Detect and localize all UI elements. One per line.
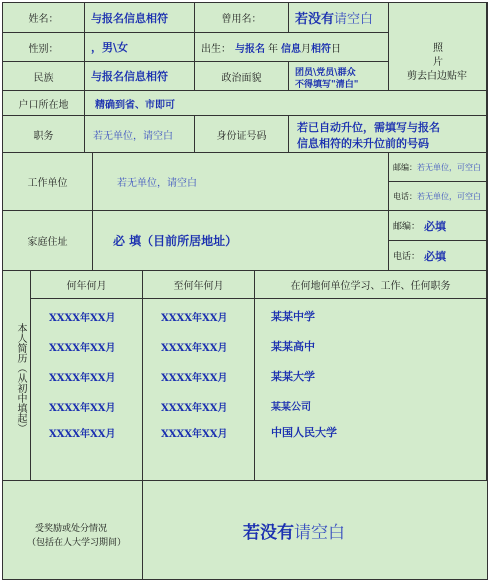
- work-phone-label: 电话: [393, 191, 409, 201]
- resume-row-1-to: XXXX年XX月: [161, 313, 228, 324]
- name-label: 姓名 ：: [3, 3, 85, 33]
- resume-label-text: 本人简历（从初中填起）: [15, 323, 26, 433]
- ethnicity-label: [3, 62, 85, 91]
- alias-value-plain: 请空白: [334, 12, 374, 27]
- resume-row-5-from: XXXX年XX月: [49, 429, 116, 440]
- hukou-field[interactable]: [85, 91, 487, 116]
- birth-value-a: 与报名: [235, 43, 265, 55]
- home-postcode-value: 必填: [424, 219, 447, 233]
- name-value: 与报名信息相符: [91, 11, 168, 25]
- work-phone-value: 若无单位，可空白: [417, 191, 481, 201]
- work-phone-field[interactable]: 电话 ： 若无单位，可空白: [389, 182, 487, 211]
- hukou-label: [3, 91, 85, 116]
- political-value-line1: 团员\党员\群众: [295, 68, 356, 78]
- resume-header-place: [255, 271, 487, 299]
- birth-month-unit: 月: [301, 43, 311, 55]
- home-address-label: [3, 211, 93, 271]
- political-field[interactable]: [289, 62, 389, 91]
- alias-label-text: 曾用名: [221, 14, 252, 25]
- resume-row-3-to: XXXX年XX月: [161, 373, 228, 384]
- id-value-line2: 信息相符的未升位前的号码: [297, 137, 429, 150]
- id-label: [195, 116, 289, 153]
- political-label-text: 政治面貌: [221, 72, 262, 84]
- gender-field[interactable]: [85, 33, 195, 62]
- photo-label-line2: 片: [433, 57, 443, 68]
- gender-label-text: 性别: [28, 43, 49, 55]
- resume-header-from-text: 何年何月: [66, 281, 107, 292]
- resume-row-2-place: 某某高中: [271, 340, 315, 353]
- work-postcode-field[interactable]: 邮编 ： 若无单位，可空白: [389, 153, 487, 182]
- resume-row-3-place: 某某大学: [271, 370, 315, 383]
- resume-row-4-from: XXXX年XX月: [49, 403, 116, 414]
- birth-day-unit: 日: [331, 43, 341, 55]
- job-field[interactable]: [85, 116, 195, 153]
- home-phone-label: 电话: [393, 252, 412, 262]
- resume-row-1-from: XXXX年XX月: [49, 313, 116, 324]
- political-value-line2: 不得填写"清白": [295, 80, 359, 90]
- home-phone-field[interactable]: 电话 ： 必填: [389, 241, 487, 271]
- ethnicity-value: 与报名信息相符: [91, 70, 168, 83]
- id-field[interactable]: [289, 116, 487, 153]
- work-unit-label-text: 工作单位: [27, 178, 68, 189]
- rewards-label: [3, 481, 143, 579]
- resume-col-to[interactable]: [143, 299, 255, 481]
- work-postcode-value: 若无单位，可空白: [417, 162, 481, 172]
- alias-field[interactable]: [289, 3, 389, 33]
- resume-row-4-to: XXXX年XX月: [161, 403, 228, 414]
- birth-value-b: 信息: [281, 43, 301, 55]
- home-postcode-label: 邮编: [393, 222, 412, 232]
- resume-header-to: [143, 271, 255, 299]
- rewards-value-bold: 若没有: [243, 522, 294, 543]
- resume-side-label: [3, 271, 31, 481]
- birth-value-c: 相符: [311, 43, 331, 55]
- job-label: [3, 116, 85, 153]
- registration-form: [2, 2, 488, 580]
- resume-row-2-from: XXXX年XX月: [49, 343, 116, 354]
- home-address-value: 必 填（目前所居地址）: [113, 234, 238, 248]
- home-address-label-text: 家庭住址: [27, 237, 68, 248]
- ethnicity-field[interactable]: [85, 62, 195, 91]
- resume-row-5-place: 中国人民大学: [271, 426, 337, 439]
- job-label-text: 职务: [33, 130, 54, 142]
- home-phone-value: 必填: [424, 249, 447, 263]
- resume-row-2-to: XXXX年XX月: [161, 343, 228, 354]
- work-unit-value: 若无单位，请空白: [117, 178, 197, 189]
- resume-col-from[interactable]: [31, 299, 143, 481]
- resume-row-1-place: 某某中学: [271, 310, 315, 323]
- work-postcode-label: 邮编: [393, 162, 409, 172]
- home-address-field[interactable]: [93, 211, 389, 271]
- gender-label: 性别 ：: [3, 33, 85, 62]
- work-unit-label: [3, 153, 93, 211]
- alias-label: 曾用名 ：: [195, 3, 289, 33]
- birth-label: 出生: [201, 43, 221, 55]
- alias-value-bold: 若没有: [295, 12, 335, 27]
- resume-row-5-to: XXXX年XX月: [161, 429, 228, 440]
- resume-header-to-text: 至何年何月: [173, 281, 224, 292]
- home-postcode-field[interactable]: 邮编 ： 必填: [389, 211, 487, 241]
- resume-row-4-place: 某某公司: [271, 402, 311, 413]
- ethnicity-label-text: 民族: [33, 72, 54, 84]
- birth-year-unit: 年: [268, 43, 278, 55]
- resume-header-from: [31, 271, 143, 299]
- resume-col-place[interactable]: [255, 299, 487, 481]
- hukou-label-text: 户口所在地: [18, 99, 69, 111]
- political-label: [195, 62, 289, 91]
- name-label-text: 姓名: [28, 14, 49, 25]
- photo-box[interactable]: [389, 3, 487, 91]
- resume-row-3-from: XXXX年XX月: [49, 373, 116, 384]
- birth-field[interactable]: 出生 ： 与报名 年 信息 月 相符 日: [195, 33, 389, 62]
- hukou-value: 精确到省、市即可: [95, 99, 175, 111]
- rewards-field[interactable]: [143, 481, 487, 579]
- id-value-line1: 若已自动升位，需填写与报名: [297, 121, 440, 134]
- photo-label-line3: 剪去白边贴牢: [407, 71, 467, 82]
- job-value: 若无单位，请空白: [93, 130, 173, 142]
- name-field[interactable]: [85, 3, 195, 33]
- resume-header-place-text: 在何地何单位学习、工作、任何职务: [290, 281, 451, 292]
- id-label-text: 身份证号码: [216, 130, 267, 142]
- rewards-value-plain: 请空白: [294, 522, 345, 543]
- rewards-label-line1: 受奖励或处分情况: [35, 524, 108, 534]
- rewards-label-line2: （包括在人大学习期间）: [27, 538, 127, 548]
- photo-label-line1: 照: [433, 43, 443, 54]
- gender-value: ，男\女: [91, 41, 129, 54]
- work-unit-field[interactable]: [93, 153, 389, 211]
